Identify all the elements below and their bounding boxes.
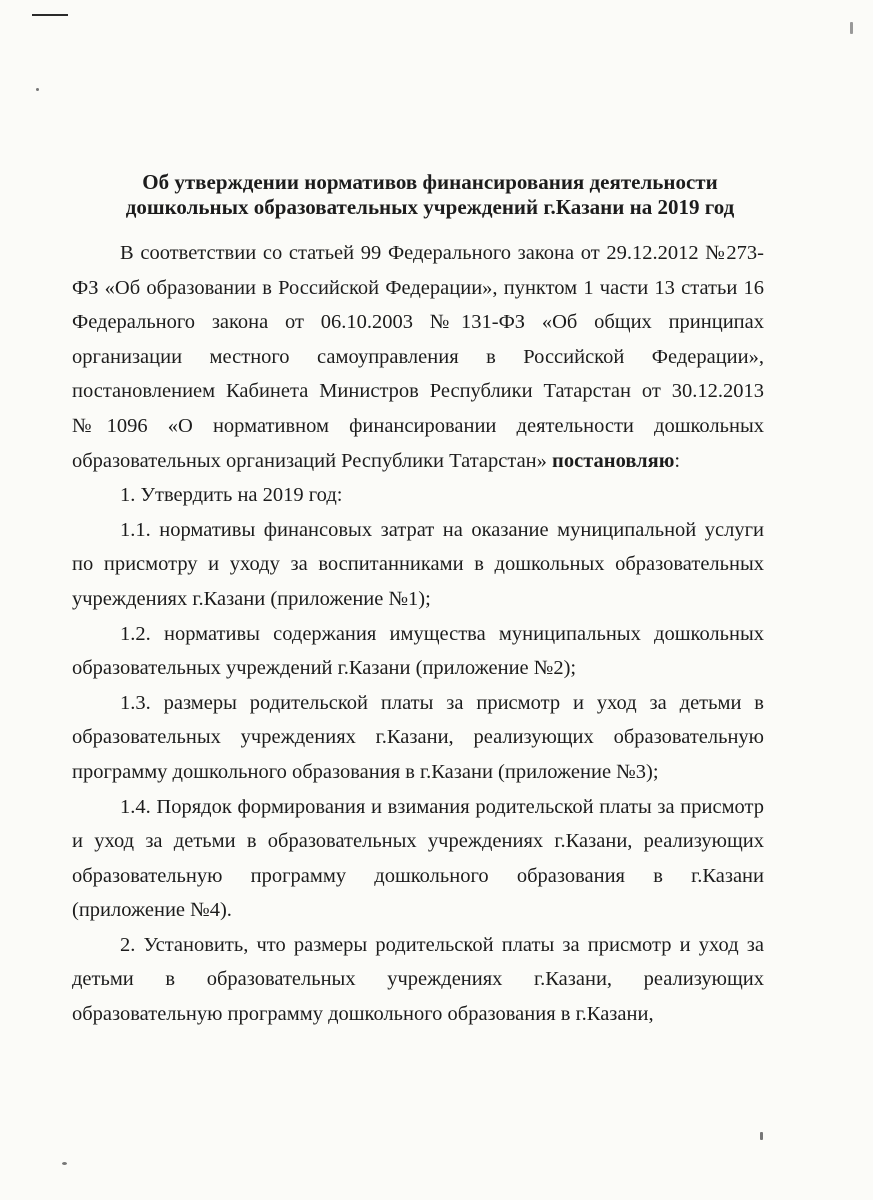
decree-word: постановляю xyxy=(552,449,675,472)
clause-1: 1. Утвердить на 2019 год: xyxy=(120,484,343,507)
document-body xyxy=(72,236,764,1032)
preamble-text: В соответствии со статьей 99 Федерального закона от 29.12.2012 №273-ФЗ «Об образовании в Российской Федерации», пунктом 1 части 13 статьи 16 Федерального закона от 06.10.2003 №131-ФЗ «Об общих принципах организации местного самоуправления в Российской Федерации», постановлением Кабинета Министров Республики Татарстан от 30.12.2013 №1096 «О нормативном финансировании деятельности дошкольных образовательных организаций Республики Татарстан» xyxy=(72,242,764,472)
clause-1-1: 1.1. нормативы финансовых затрат на оказание муниципальной услуги по присмотру и уходу за воспитанниками в дошкольных образовательных учреждениях г.Казани (приложение №1); xyxy=(72,518,764,610)
title-line-2: дошкольных образовательных учреждений г.Казани на 2019 год xyxy=(125,195,735,219)
clause-1-4: 1.4. Порядок формирования и взимания родительской платы за присмотр и уход за детьми в образовательных учреждениях г.Казани, реализующих образовательную программу дошкольного образования в г.Казани (приложение №4). xyxy=(72,795,764,922)
scan-speck xyxy=(760,1132,763,1140)
scan-speck xyxy=(36,88,39,91)
scan-speck xyxy=(62,1162,67,1165)
clause-1-3: 1.3. размеры родительской платы за присмотр и уход за детьми в образовательных учреждениях г.Казани, реализующих образовательную программу дошкольного образования в г.Казани (приложение №3); xyxy=(72,691,764,783)
document-title xyxy=(60,170,800,220)
decree-colon: : xyxy=(674,449,681,472)
scan-mark xyxy=(32,14,68,16)
clause-2: 2. Установить, что размеры родительской платы за присмотр и уход за детьми в образовательных учреждениях г.Казани, реализующих образовательную программу дошкольного образования в г.Казани, xyxy=(72,933,764,1026)
title-line-1: Об утверждении нормативов финансирования деятельности xyxy=(142,170,718,194)
preamble-paragraph xyxy=(72,236,764,478)
clause-1-2: 1.2. нормативы содержания имущества муниципальных дошкольных образовательных учреждений г.Казани (приложение №2); xyxy=(72,622,764,680)
scan-speck xyxy=(850,22,853,34)
